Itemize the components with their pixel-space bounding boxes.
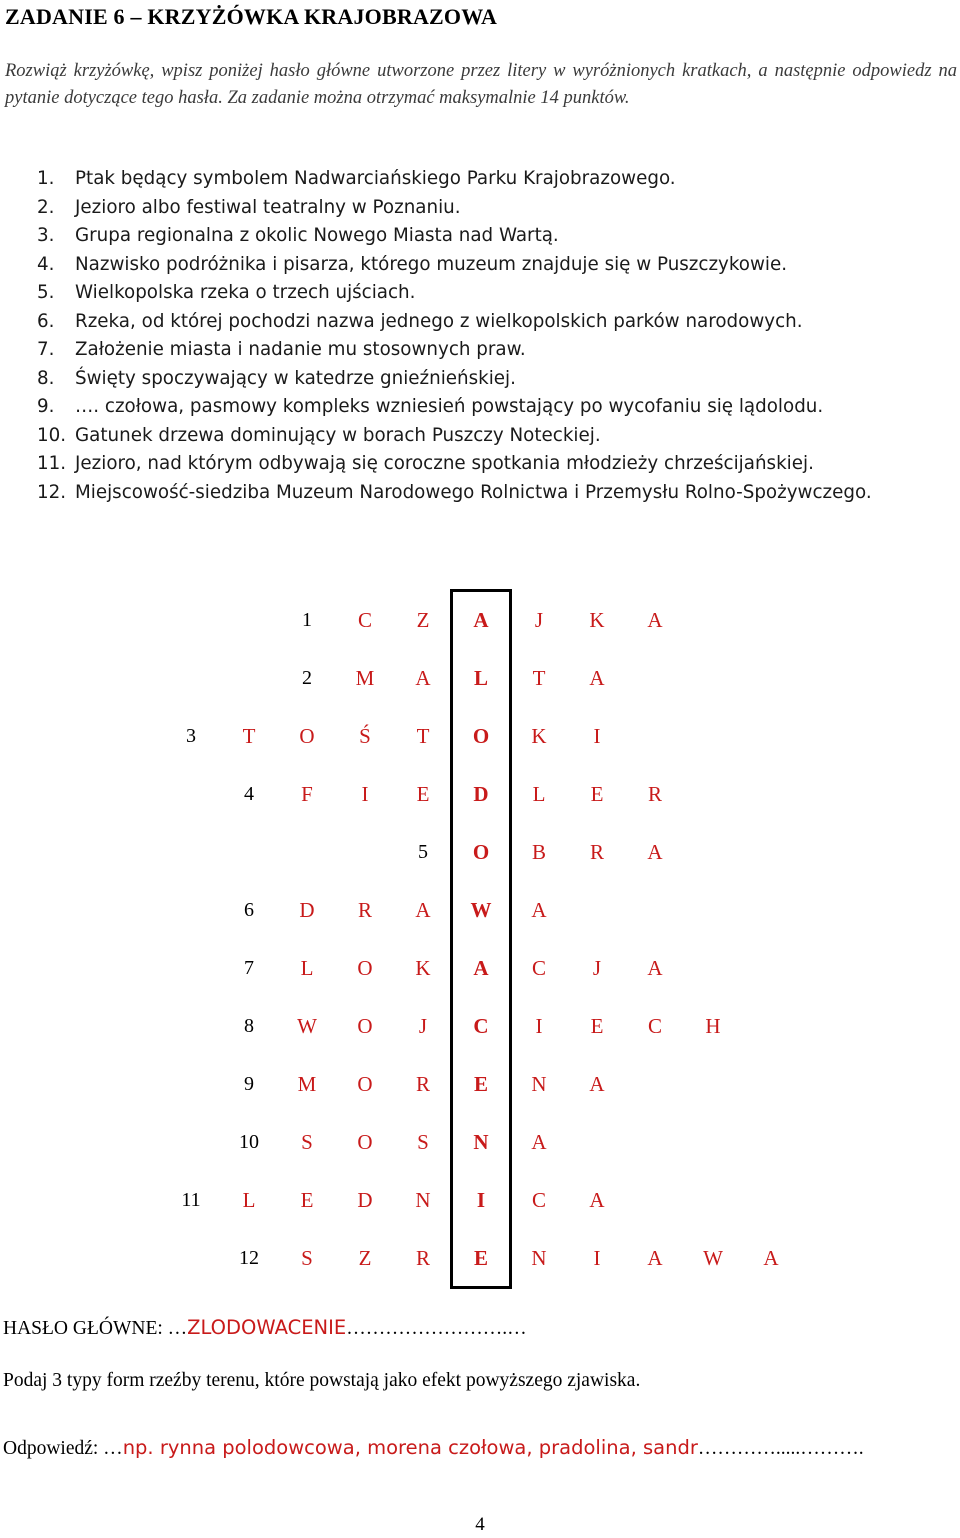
- clue-text: Założenie miasta i nadanie mu stosownych praw.: [75, 339, 526, 360]
- crossword-cell: I: [361, 782, 369, 806]
- crossword-cell: O: [357, 956, 373, 980]
- clue-text: Miejscowość-siedziba Muzeum Narodowego Rolnictwa i Przemysłu Rolno-Spożywczego.: [75, 481, 872, 503]
- crossword-key-cell: E: [473, 1072, 488, 1096]
- crossword-cell: S: [301, 1246, 313, 1270]
- crossword-cell: M: [355, 666, 375, 690]
- clue-text: Grupa regionalna z okolic Nowego Miasta nad Wartą.: [75, 225, 559, 246]
- crossword-cell: E: [416, 782, 430, 806]
- crossword-cell: L: [532, 782, 546, 806]
- follow-up-question: Podaj 3 typy form rzeźby terenu, które powstają jako efekt powyższego zjawiska.: [3, 1370, 641, 1391]
- crossword-cell: A: [647, 608, 663, 632]
- crossword-cell: O: [357, 1130, 373, 1154]
- crossword-key-cell: A: [473, 608, 489, 632]
- clue-number: 7.: [37, 339, 55, 360]
- crossword-row-number: 12: [239, 1247, 259, 1269]
- crossword-cell: I: [593, 1246, 601, 1270]
- crossword-cell: T: [532, 666, 546, 690]
- crossword-cell: R: [415, 1246, 430, 1270]
- clue-text: Wielkopolska rzeka o trzech ujściach.: [75, 282, 416, 303]
- clue-text: Nazwisko podróżnika i pisarza, którego muzeum znajduje się w Puszczykowie.: [75, 253, 788, 275]
- crossword-cell: A: [763, 1246, 779, 1270]
- crossword-row-number: 2: [302, 667, 312, 689]
- crossword-row-number: 5: [418, 841, 428, 863]
- crossword-key-cell: N: [473, 1130, 489, 1154]
- crossword-cell: M: [297, 1072, 317, 1096]
- crossword-key-cell: D: [473, 782, 489, 806]
- crossword-cell: O: [357, 1014, 373, 1038]
- crossword-cell: A: [589, 1188, 605, 1212]
- crossword-row-number: 1: [302, 609, 312, 631]
- crossword-row-number: 9: [244, 1073, 254, 1095]
- crossword-cell: S: [301, 1130, 313, 1154]
- crossword-cell: W: [297, 1014, 317, 1038]
- crossword-cell: D: [299, 898, 315, 922]
- crossword-cell: R: [589, 840, 604, 864]
- crossword-cell: Ś: [359, 724, 371, 748]
- crossword-key-cell: O: [472, 840, 490, 864]
- crossword-cell: A: [415, 898, 431, 922]
- clue-number: 5.: [37, 282, 55, 303]
- crossword-cell: D: [357, 1188, 373, 1212]
- clue-text: Ptak będący symbolem Nadwarciańskiego Parku Krajobrazowego.: [75, 168, 676, 189]
- main-password-label: HASŁO GŁÓWNE: …: [3, 1318, 188, 1339]
- clue-number: 1.: [37, 168, 55, 189]
- clue-number: 12.: [37, 481, 67, 503]
- crossword-cell: N: [531, 1072, 547, 1096]
- clue-number: 11.: [37, 453, 67, 474]
- crossword-cell: N: [415, 1188, 431, 1212]
- crossword-row-number: 8: [244, 1015, 254, 1037]
- crossword-row-number: 4: [244, 783, 254, 805]
- clue-number: 10.: [37, 424, 67, 446]
- crossword-cell: A: [531, 898, 547, 922]
- crossword-cell: T: [416, 724, 430, 748]
- crossword-cell: E: [590, 1014, 604, 1038]
- key-column-border: [450, 1286, 512, 1289]
- crossword-cell: I: [535, 1014, 543, 1038]
- crossword-cell: O: [299, 724, 315, 748]
- main-password-answer: ZLODOWACENIE: [187, 1316, 347, 1339]
- answer-dots: ………….....……….: [697, 1438, 864, 1459]
- page-number: 4: [475, 1514, 485, 1535]
- key-column-border: [450, 589, 512, 592]
- clue-number: 2.: [37, 196, 55, 218]
- crossword-cell: C: [531, 956, 546, 980]
- crossword-cell: A: [531, 1130, 547, 1154]
- key-column-border: [450, 589, 453, 1289]
- crossword-row-number: 3: [186, 725, 196, 747]
- crossword-cell: C: [647, 1014, 662, 1038]
- task-instructions: Rozwiąż krzyżówkę, wpisz poniżej hasło główne utworzone przez litery w wyróżnionych kratkach, a następnie odpowiedz na pytanie dotyczące tego hasła. Za zadanie można otrzymać maksymalnie 14 punktów.: [5, 61, 957, 108]
- crossword-cell: A: [589, 1072, 605, 1096]
- crossword-cell: I: [593, 724, 601, 748]
- key-column-border: [509, 589, 512, 1289]
- crossword-row-number: 7: [244, 957, 254, 979]
- crossword-key-cell: C: [473, 1014, 489, 1038]
- crossword-cell: R: [357, 898, 372, 922]
- crossword-cell: Z: [416, 608, 430, 632]
- crossword-cell: H: [705, 1014, 721, 1038]
- crossword-cell: R: [647, 782, 662, 806]
- crossword-cell: A: [647, 956, 663, 980]
- crossword-cell: Z: [358, 1246, 372, 1270]
- main-password-dots: …………………….…: [346, 1318, 527, 1339]
- clue-number: 3.: [37, 225, 55, 246]
- answer-label: Odpowiedź: …: [3, 1438, 123, 1459]
- crossword-cell: B: [531, 840, 546, 864]
- crossword-cell: K: [589, 608, 605, 632]
- clue-text: Jezioro, nad którym odbywają się coroczne spotkania młodzieży chrześcijańskiej.: [75, 453, 814, 474]
- crossword-cell: S: [417, 1130, 429, 1154]
- clue-text: Jezioro albo festiwal teatralny w Poznaniu.: [75, 196, 461, 218]
- answer-line: [3, 1436, 864, 1460]
- crossword-cell: E: [590, 782, 604, 806]
- crossword-cell: W: [703, 1246, 723, 1270]
- clue-text: Święty spoczywający w katedrze gnieźnieńskiej.: [75, 367, 516, 389]
- clue-number: 4.: [37, 253, 55, 275]
- clue-number: 9.: [37, 396, 55, 417]
- crossword-cell: A: [647, 840, 663, 864]
- crossword-cell: J: [534, 608, 544, 632]
- crossword-cell: K: [415, 956, 431, 980]
- crossword-row-number: 11: [181, 1189, 201, 1211]
- crossword-cell: C: [531, 1188, 546, 1212]
- crossword-key-cell: I: [476, 1188, 486, 1212]
- crossword-row-number: 6: [244, 899, 254, 921]
- crossword-cell: J: [418, 1014, 428, 1038]
- crossword-key-cell: A: [473, 956, 489, 980]
- crossword-key-cell: W: [470, 898, 492, 922]
- clue-text: Gatunek drzewa dominujący w borach Puszczy Noteckiej.: [75, 424, 601, 446]
- answer-text: np. rynna polodowcowa, morena czołowa, pradolina, sandr: [122, 1436, 698, 1459]
- crossword-cell: A: [589, 666, 605, 690]
- crossword-cell: E: [300, 1188, 314, 1212]
- crossword-cell: L: [242, 1188, 256, 1212]
- crossword-cell: J: [592, 956, 602, 980]
- crossword-cell: A: [415, 666, 431, 690]
- crossword-cell: L: [300, 956, 314, 980]
- crossword-key-cell: E: [473, 1246, 488, 1270]
- crossword-cell: T: [242, 724, 256, 748]
- crossword-cell: O: [357, 1072, 373, 1096]
- main-password-line: [3, 1316, 527, 1340]
- clue-text: …. czołowa, pasmowy kompleks wzniesień powstający po wycofaniu się lądolodu.: [75, 396, 824, 417]
- crossword-cell: N: [531, 1246, 547, 1270]
- crossword-cell: A: [647, 1246, 663, 1270]
- crossword-row-number: 10: [239, 1131, 259, 1153]
- crossword-key-cell: O: [472, 724, 490, 748]
- task-title: ZADANIE 6 – KRZYŻÓWKA KRAJOBRAZOWA: [5, 4, 498, 29]
- clue-number: 8.: [37, 367, 55, 389]
- crossword-cell: C: [357, 608, 372, 632]
- crossword-cell: K: [531, 724, 547, 748]
- crossword-key-cell: L: [473, 666, 488, 690]
- clue-text: Rzeka, od której pochodzi nazwa jednego z wielkopolskich parków narodowych.: [75, 310, 803, 332]
- clue-number: 6.: [37, 310, 55, 332]
- crossword-cell: F: [301, 782, 313, 806]
- crossword-cell: R: [415, 1072, 430, 1096]
